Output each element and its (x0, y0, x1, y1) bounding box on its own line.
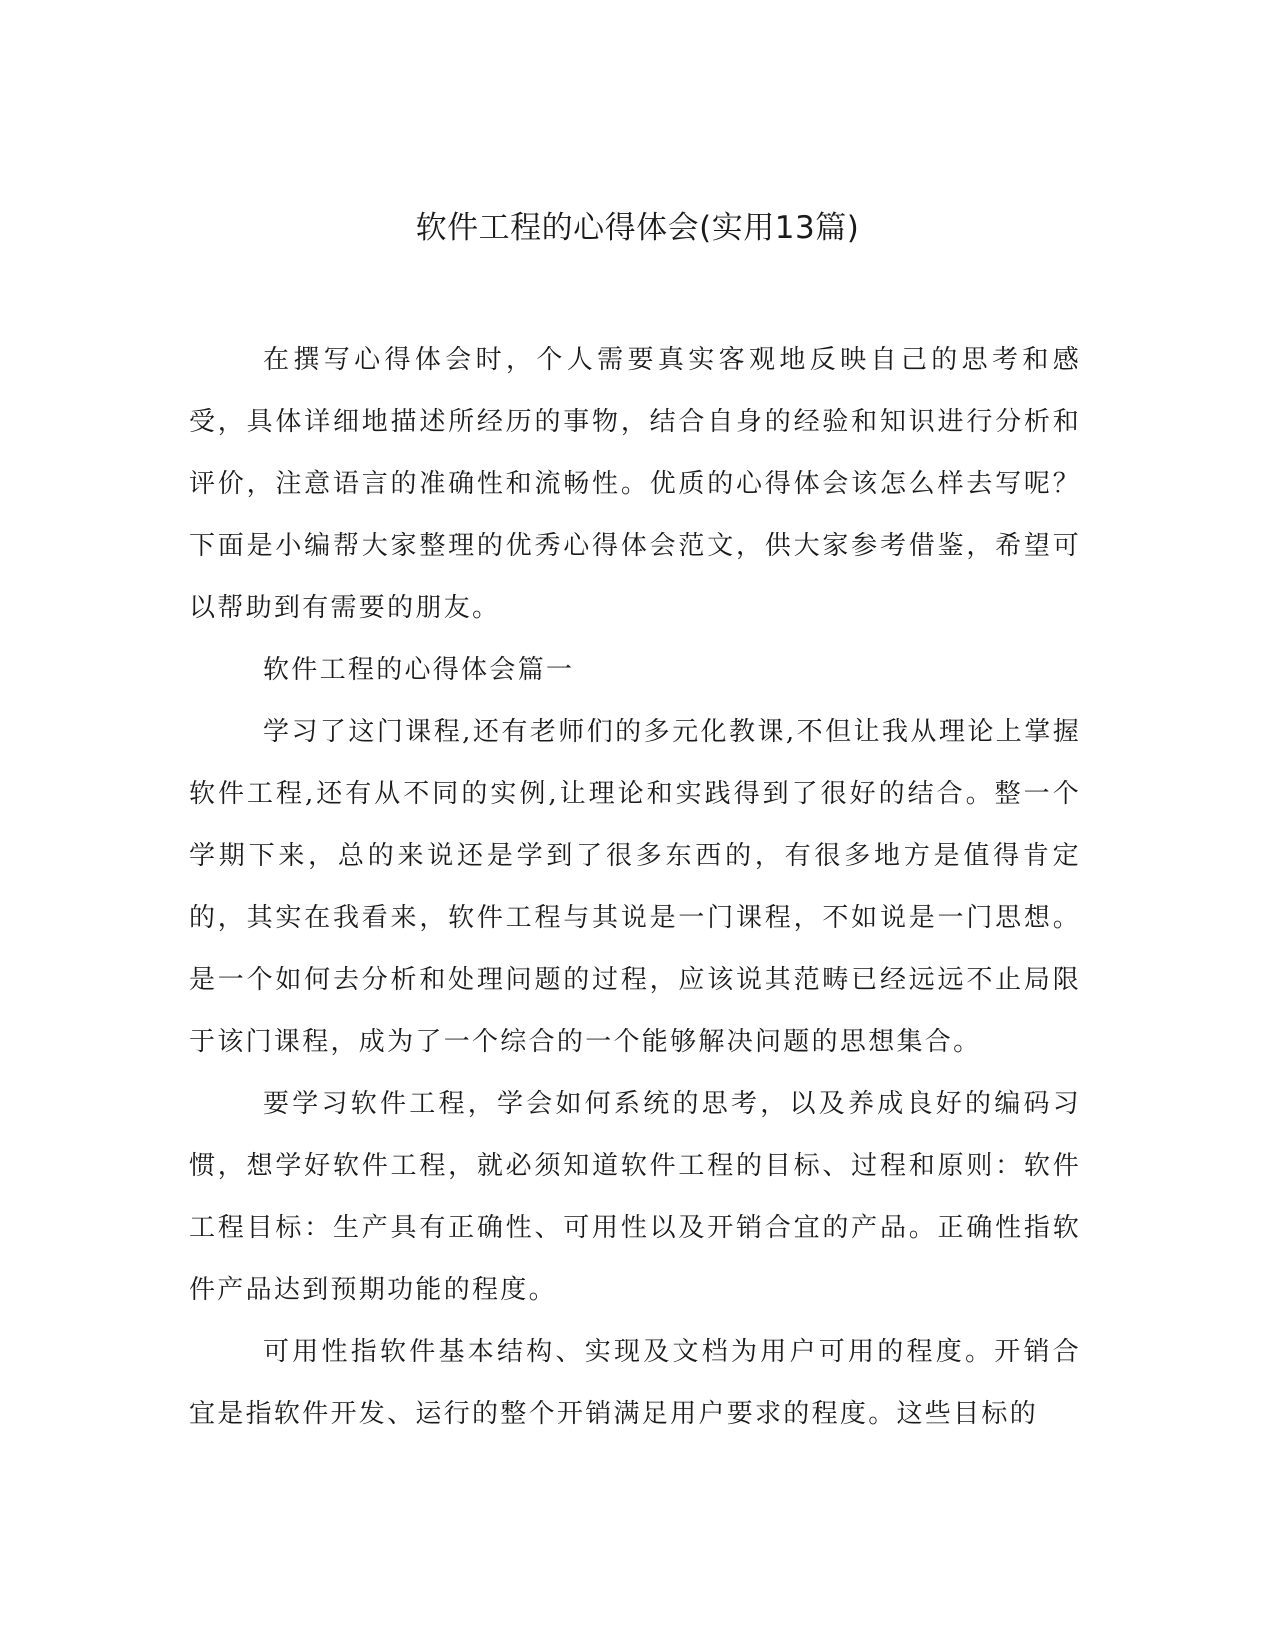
body-paragraph: 学习了这门课程,还有老师们的多元化教课,不但让我从理论上掌握软件工程,还有从不同的实例,让理论和实践得到了很好的结合。整一个学期下来，总的来说还是学到了很多东西的，有很多地方是值得肯定的，其实在我看来，软件工程与其说是一门课程，不如说是一门思想。是一个如何去分析和处理问题的过程，应该说其范畴已经远远不止局限于该门课程，成为了一个综合的一个能够解决问题的思想集合。 (189, 717, 1081, 1057)
body-paragraph: 要学习软件工程，学会如何系统的思考，以及养成良好的编码习惯，想学好软件工程，就必须知道软件工程的目标、过程和原则：软件工程目标：生产具有正确性、可用性以及开销合宜的产品。正确性指软件产品达到预期功能的程度。 (189, 1089, 1081, 1305)
intro-paragraph: 在撰写心得体会时，个人需要真实客观地反映自己的思考和感受，具体详细地描述所经历的事物，结合自身的经验和知识进行分析和评价，注意语言的准确性和流畅性。优质的心得体会该怎么样去写呢？下面是小编帮大家整理的优秀心得体会范文，供大家参考借鉴，希望可以帮助到有需要的朋友。 (189, 345, 1081, 623)
document-title: 软件工程的心得体会(实用13篇) (415, 210, 860, 246)
section-heading: 软件工程的心得体会篇一 (263, 655, 575, 685)
body-paragraph: 可用性指软件基本结构、实现及文档为用户可用的程度。开销合宜是指软件开发、运行的整个开销满足用户要求的程度。这些目标的 (189, 1337, 1081, 1429)
document-body (189, 329, 1081, 1445)
